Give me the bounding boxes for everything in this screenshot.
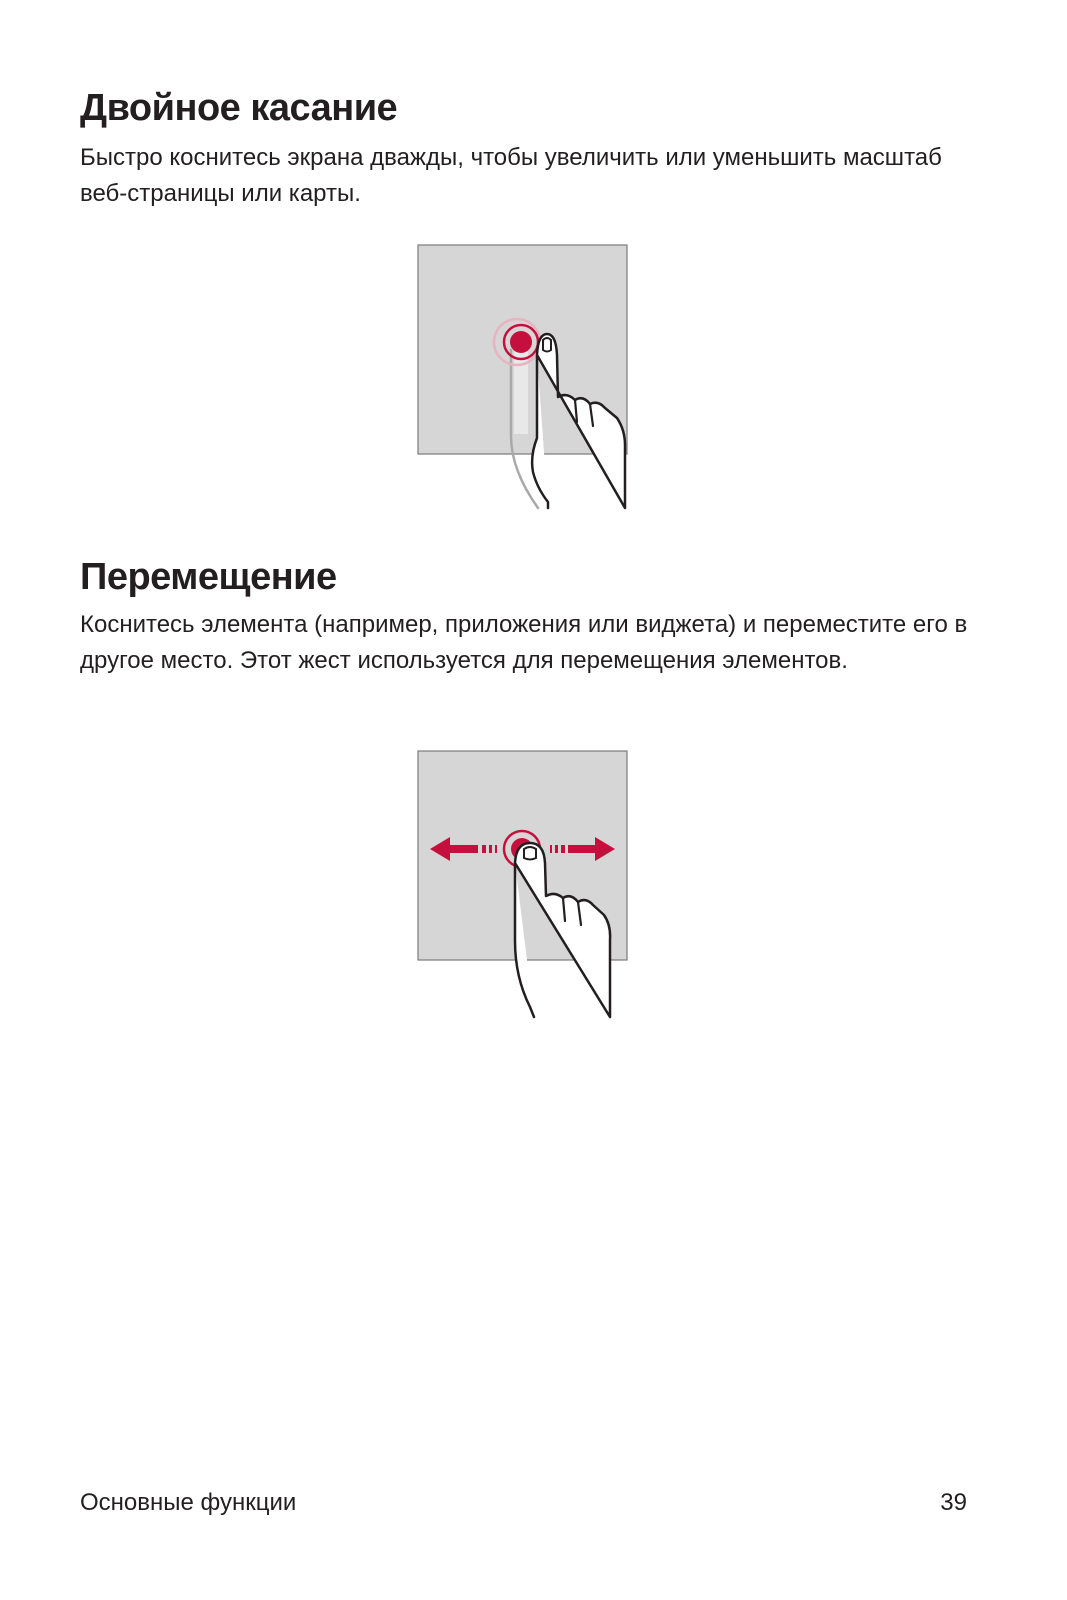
arrow-right-dash: [561, 845, 565, 853]
arrow-left-dash: [495, 845, 497, 853]
section-title-double-tap: Двойное касание: [80, 87, 398, 129]
double-tap-gesture-icon: [410, 240, 640, 510]
footer-section-name: Основные функции: [80, 1489, 297, 1516]
section-body-drag: Коснитесь элемента (например, приложения или виджета) и переместите его в другое место. Этот жест используется для перемещения элементов.: [80, 611, 968, 674]
tap-point: [510, 331, 532, 353]
arrow-left-dash: [489, 845, 492, 853]
double-tap-figure: [410, 240, 640, 510]
drag-gesture-icon: [410, 745, 640, 1020]
section-body-double-tap: Быстро коснитесь экрана дважды, чтобы увеличить или уменьшить масштаб веб-страницы или карты.: [80, 144, 942, 207]
section-title-drag: Перемещение: [80, 556, 337, 598]
page-number: 39: [940, 1489, 967, 1516]
arrow-left-dash: [482, 845, 486, 853]
drag-figure: [410, 745, 640, 1020]
arrow-right-dash: [555, 845, 558, 853]
arrow-right-dash: [550, 845, 552, 853]
